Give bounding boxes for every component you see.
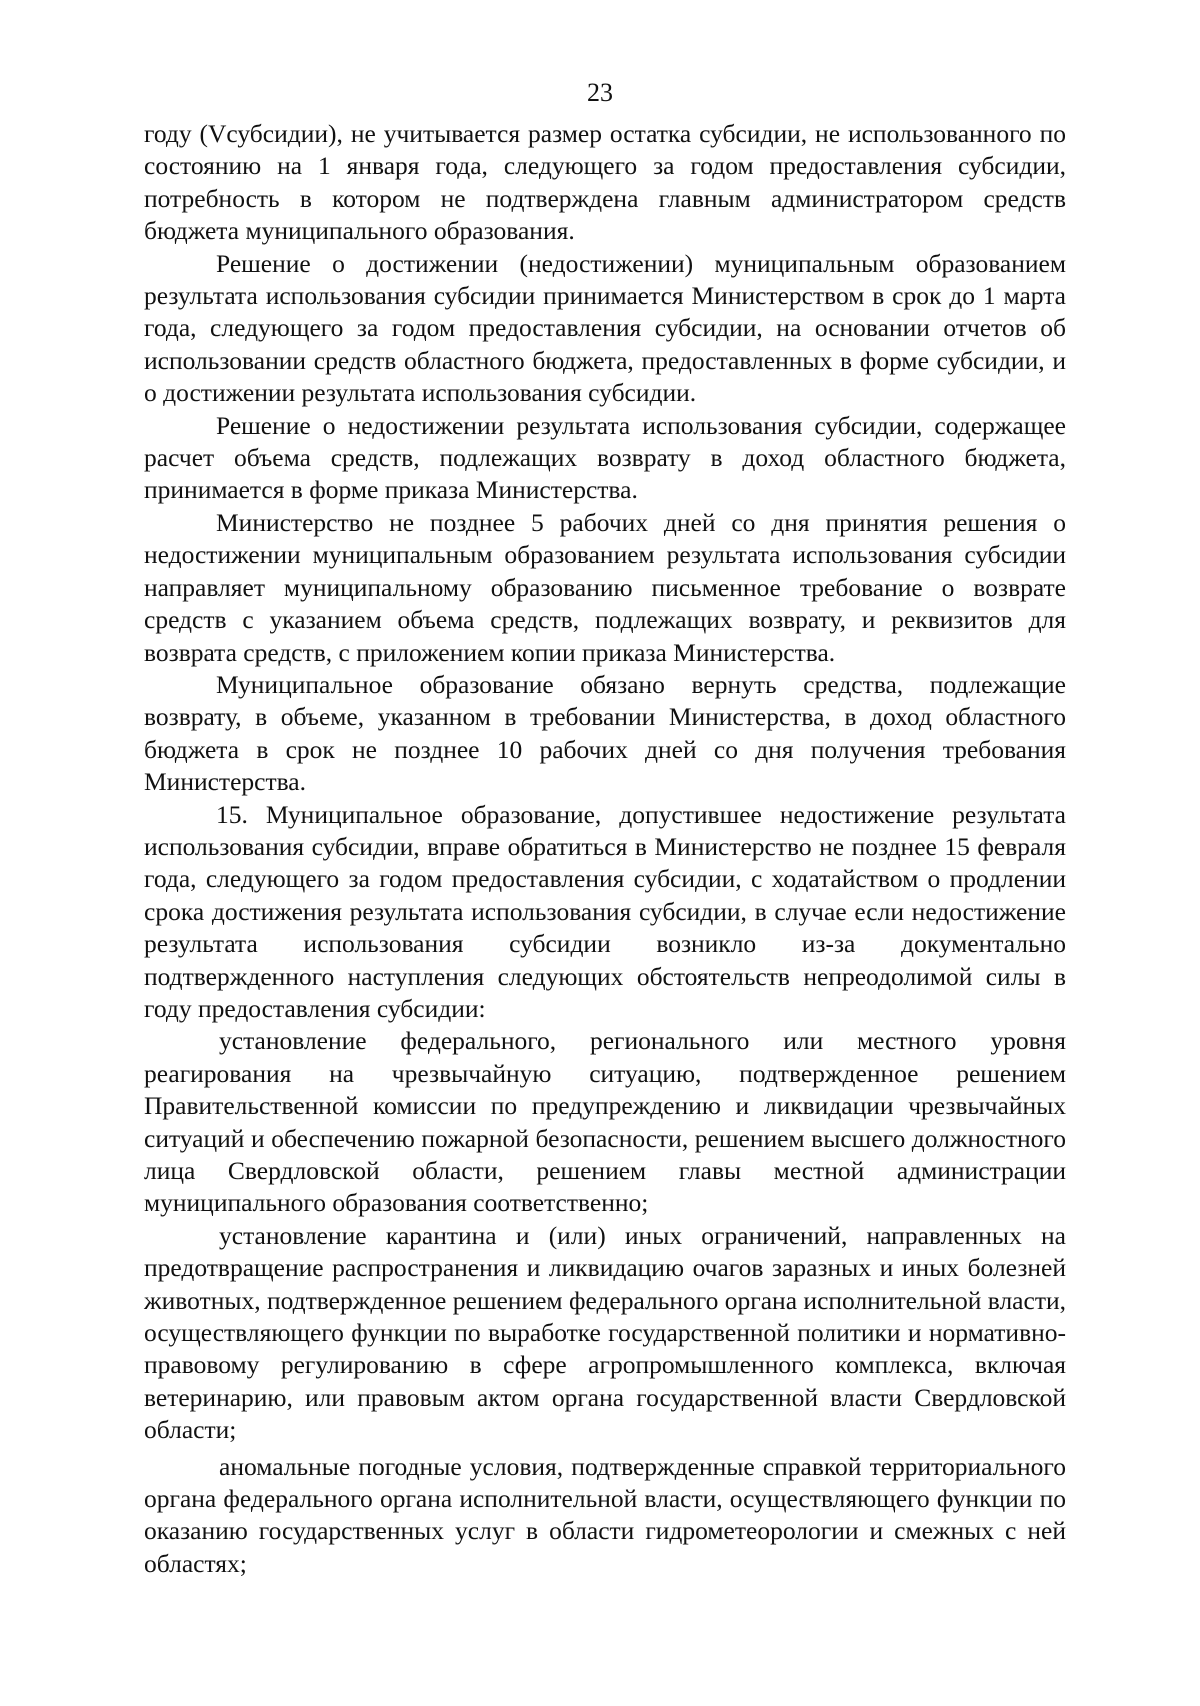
page-number: 23	[587, 78, 613, 107]
paragraph-return-obligation: Муниципальное образование обязано вернуть средства, подлежащие возврату, в объеме, указанном в требовании Министерства, в доход областного бюджета в срок не позднее 10 рабочих дней со дня получения требования Министерства.	[144, 669, 1066, 797]
paragraph-decision-non-achievement: Решение о недостижении результата использования субсидии, содержащее расчет объема средств, подлежащих возврату в доход областного бюджета, принимается в форме приказа Министерства.	[144, 410, 1066, 505]
list-item-weather: аномальные погодные условия, подтвержденные справкой территориального органа федерального органа исполнительной власти, осуществляющего функции по оказанию государственных услуг в области гидрометеорологии и смежных с ней областях;	[144, 1451, 1066, 1578]
paragraph-ministry-requirement: Министерство не позднее 5 рабочих дней со дня принятия решения о недостижении муниципальным образованием результата использования субсидии направляет муниципальному образованию письменное требование о возврате средств с указанием объема средств, подлежащих возврату, и реквизитов для возврата средств, с приложением копии приказа Министерства.	[144, 507, 1066, 667]
document-body	[144, 118, 1066, 1580]
paragraph-decision-achievement: Решение о достижении (недостижении) муниципальным образованием результата использования субсидии принимается Министерством в срок до 1 марта года, следующего за годом предоставления субсидии, на основании отчетов об использовании средств областного бюджета, предоставленных в форме субсидии, и о достижении результата использования субсидии.	[144, 248, 1066, 408]
list-item-quarantine: установление карантина и (или) иных ограничений, направленных на предотвращение распространения и ликвидацию очагов заразных и иных болезней животных, подтвержденное решением федерального органа исполнительной власти, осуществляющего функции по выработке государственной политики и нормативно-правовому регулированию в сфере агропромышленного комплекса, включая ветеринарию, или правовым актом органа государственной власти Свердловской области;	[144, 1220, 1066, 1445]
paragraph-continuation: году (Vсубсидии), не учитывается размер остатка субсидии, не использованного по состоянию на 1 января года, следующего за годом предоставления субсидии, потребность в котором не подтверждена главным администратором средств бюджета муниципального образования.	[144, 119, 1066, 246]
list-item-emergency: установление федерального, регионального или местного уровня реагирования на чрезвычайную ситуацию, подтвержденное решением Правительственной комиссии по предупреждению и ликвидации чрезвычайных ситуаций и обеспечению пожарной безопасности, решением высшего должностного лица Свердловской области, решением главы местной администрации муниципального образования соответственно;	[144, 1026, 1066, 1218]
paragraph-item-15: 15. Муниципальное образование, допустившее недостижение результата использования субсидии, вправе обратиться в Министерство не позднее 15 февраля года, следующего за годом предоставления субсидии, с ходатайством о продлении срока достижения результата использования субсидии, в случае если недостижение результата использования субсидии возникло из-за документально подтвержденного наступления следующих обстоятельств непреодолимой силы в году предоставления субсидии:	[144, 799, 1066, 1023]
